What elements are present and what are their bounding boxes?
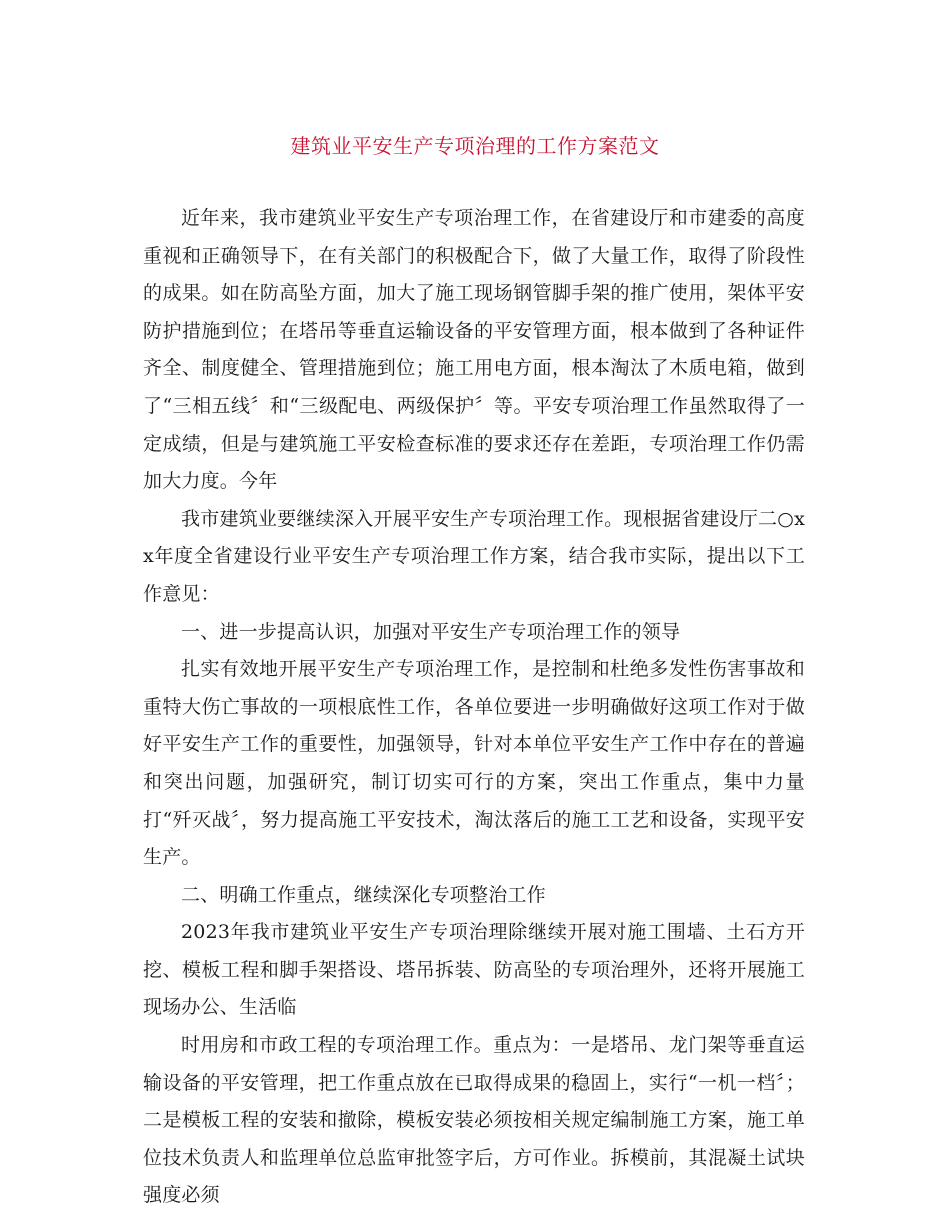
document-title: 建筑业平安生产专项治理的工作方案范文 <box>290 134 660 158</box>
paragraph-purpose: 我市建筑业要继续深入开展平安生产专项治理工作。现根据省建设厅二○xx年度全省建设行业平安生产专项治理工作方案，结合我市实际，提出以下工作意见： <box>143 507 805 605</box>
paragraph-section-2a: 2023年我市建筑业平安生产专项治理除继续开展对施工围墙、土石方开挖、模板工程和脚手架搭设、塔吊拆装、防高坠的专项治理外，还将开展施工现场办公、生活临 <box>143 921 805 1019</box>
paragraph-section-1: 扎实有效地开展平安生产专项治理工作，是控制和杜绝多发性伤害事故和重特大伤亡事故的一项根底性工作，各单位要进一步明确做好这项工作对于做好平安生产工作的重要性，加强领导，针对本单位平安生产工作中存在的普遍和突出问题，加强研究，制订切实可行的方案，突出工作重点，集中力量打“歼灭战〞，努力提高施工平安技术，淘汰落后的施工工艺和设备，实现平安生产。 <box>143 658 805 869</box>
paragraph-intro: 近年来，我市建筑业平安生产专项治理工作，在省建设厅和市建委的高度重视和正确领导下，在有关部门的积极配合下，做了大量工作，取得了阶段性的成果。如在防高坠方面，加大了施工现场钢管脚手架的推广使用，架体平安防护措施到位；在塔吊等垂直运输设备的平安管理方面，根本做到了各种证件齐全、制度健全、管理措施到位；施工用电方面，根本淘汰了木质电箱，做到了“三相五线〞和“三级配电、两级保护〞等。平安专项治理工作虽然取得了一定成绩，但是与建筑施工平安检查标准的要求还存在差距，专项治理工作仍需加大力度。今年 <box>143 207 805 493</box>
section-heading-2: 二、明确工作重点，继续深化专项整治工作 <box>181 883 546 906</box>
document-body <box>143 200 805 1215</box>
section-heading-1: 一、进一步提高认识，加强对平安生产专项治理工作的领导 <box>181 620 681 643</box>
paragraph-section-2b: 时用房和市政工程的专项治理工作。重点为：一是塔吊、龙门架等垂直运输设备的平安管理，把工作重点放在已取得成果的稳固上，实行“一机一档〞；二是模板工程的安装和撤除，模板安装必须按相关规定编制施工方案，施工单位技术负责人和监理单位总监审批签字后，方可作业。拆模前，其混凝土试块强度必须 <box>143 1034 805 1207</box>
